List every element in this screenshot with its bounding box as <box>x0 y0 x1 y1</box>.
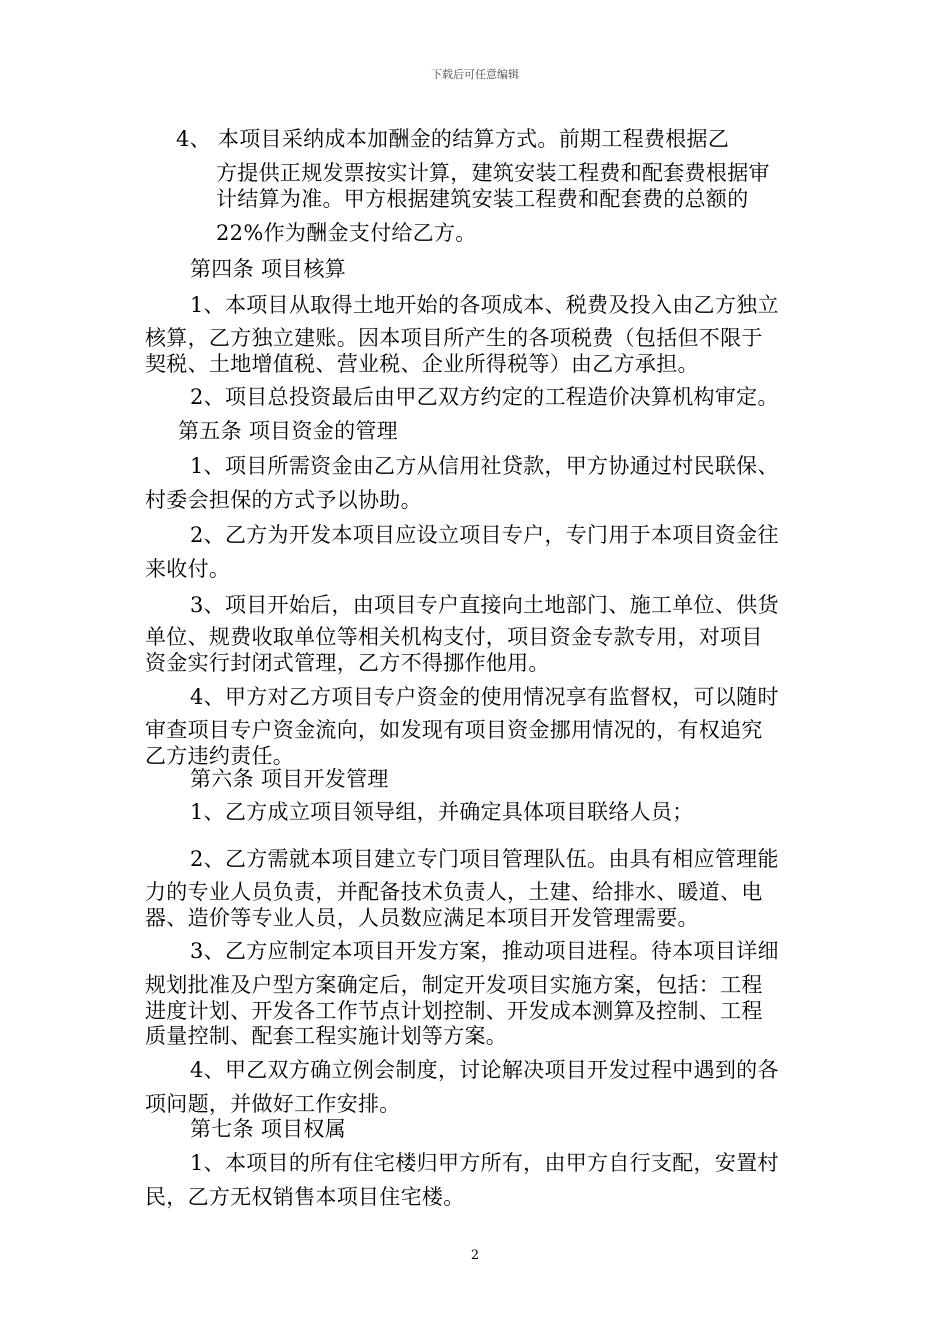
text-line: 项问题，并做好工作安排。 <box>145 1092 401 1116</box>
text-line: 村委会担保的方式予以协助。 <box>145 488 422 512</box>
text-line: 计结算为准。甲方根据建筑安装工程费和配套费的总额的 <box>216 187 749 211</box>
text-line: 来收付。 <box>145 557 231 581</box>
text-line: 2、项目总投资最后由甲乙双方约定的工程造价决算机构审定。 <box>190 385 779 409</box>
text-line: 审查项目专户资金流向，如发现有项目资金挪用情况的，有权追究 <box>145 718 763 742</box>
text-line: 4、甲方对乙方项目专户资金的使用情况享有监督权，可以随时 <box>190 685 779 709</box>
section-heading: 第四条 项目核算 <box>190 257 347 281</box>
text-line: 3、乙方应制定本项目开发方案，推动项目进程。待本项目详细 <box>190 939 779 963</box>
text-line: 力的专业人员负责，并配备技术负责人，土建、给排水、暖道、电 <box>145 880 763 904</box>
text-line: 资金实行封闭式管理，乙方不得挪作他用。 <box>145 651 550 675</box>
text-line: 进度计划、开发各工作节点计划控制、开发成本测算及控制、工程 <box>145 999 763 1023</box>
text-line: 1、本项目从取得土地开始的各项成本、税费及投入由乙方独立 <box>190 293 779 317</box>
text-line: 4、甲乙双方确立例会制度，讨论解决项目开发过程中遇到的各 <box>190 1058 779 1082</box>
page-number: 2 <box>470 1248 480 1263</box>
text-line: 规划批准及户型方案确定后，制定开发项目实施方案，包括：工程 <box>145 973 763 997</box>
text-line: 2、乙方为开发本项目应设立项目专户，专门用于本项目资金往 <box>190 523 779 547</box>
text-line: 4、 本项目采纳成本加酬金的结算方式。前期工程费根据乙 <box>176 127 730 151</box>
text-line: 3、项目开始后，由项目专户直接向土地部门、施工单位、供货 <box>190 593 779 617</box>
page-header: 下载后可任意编辑 <box>431 68 519 81</box>
text-line: 民，乙方无权销售本项目住宅楼。 <box>145 1185 465 1209</box>
text-line: 契税、土地增值税、营业税、企业所得税等）由乙方承担。 <box>145 352 699 376</box>
text-line: 1、项目所需资金由乙方从信用社贷款，甲方协通过村民联保、 <box>190 454 779 478</box>
text-line: 质量控制、配套工程实施计划等方案。 <box>145 1024 508 1048</box>
text-line: 2、乙方需就本项目建立专门项目管理队伍。由具有相应管理能 <box>190 847 779 871</box>
text-line: 单位、规费收取单位等相关机构支付，项目资金专款专用，对项目 <box>145 625 763 649</box>
text-line: 1、本项目的所有住宅楼归甲方所有，由甲方自行支配，安置村 <box>190 1151 779 1175</box>
text-line: 1、乙方成立项目领导组，并确定具体项目联络人员； <box>190 800 694 824</box>
section-heading: 第五条 项目资金的管理 <box>178 419 398 443</box>
text-line: 乙方违约责任。 <box>145 744 295 768</box>
text-line: 方提供正规发票按实计算，建筑安装工程费和配套费根据审 <box>216 161 770 185</box>
text-line: 核算，乙方独立建账。因本项目所产生的各项税费（包括但不限于 <box>145 326 763 350</box>
section-heading: 第七条 项目权属 <box>190 1117 347 1141</box>
text-line: 器、造价等专业人员，人员数应满足本项目开发管理需要。 <box>145 906 699 930</box>
text-line: 22%作为酬金支付给乙方。 <box>216 221 477 245</box>
section-heading: 第六条 项目开发管理 <box>190 767 389 791</box>
